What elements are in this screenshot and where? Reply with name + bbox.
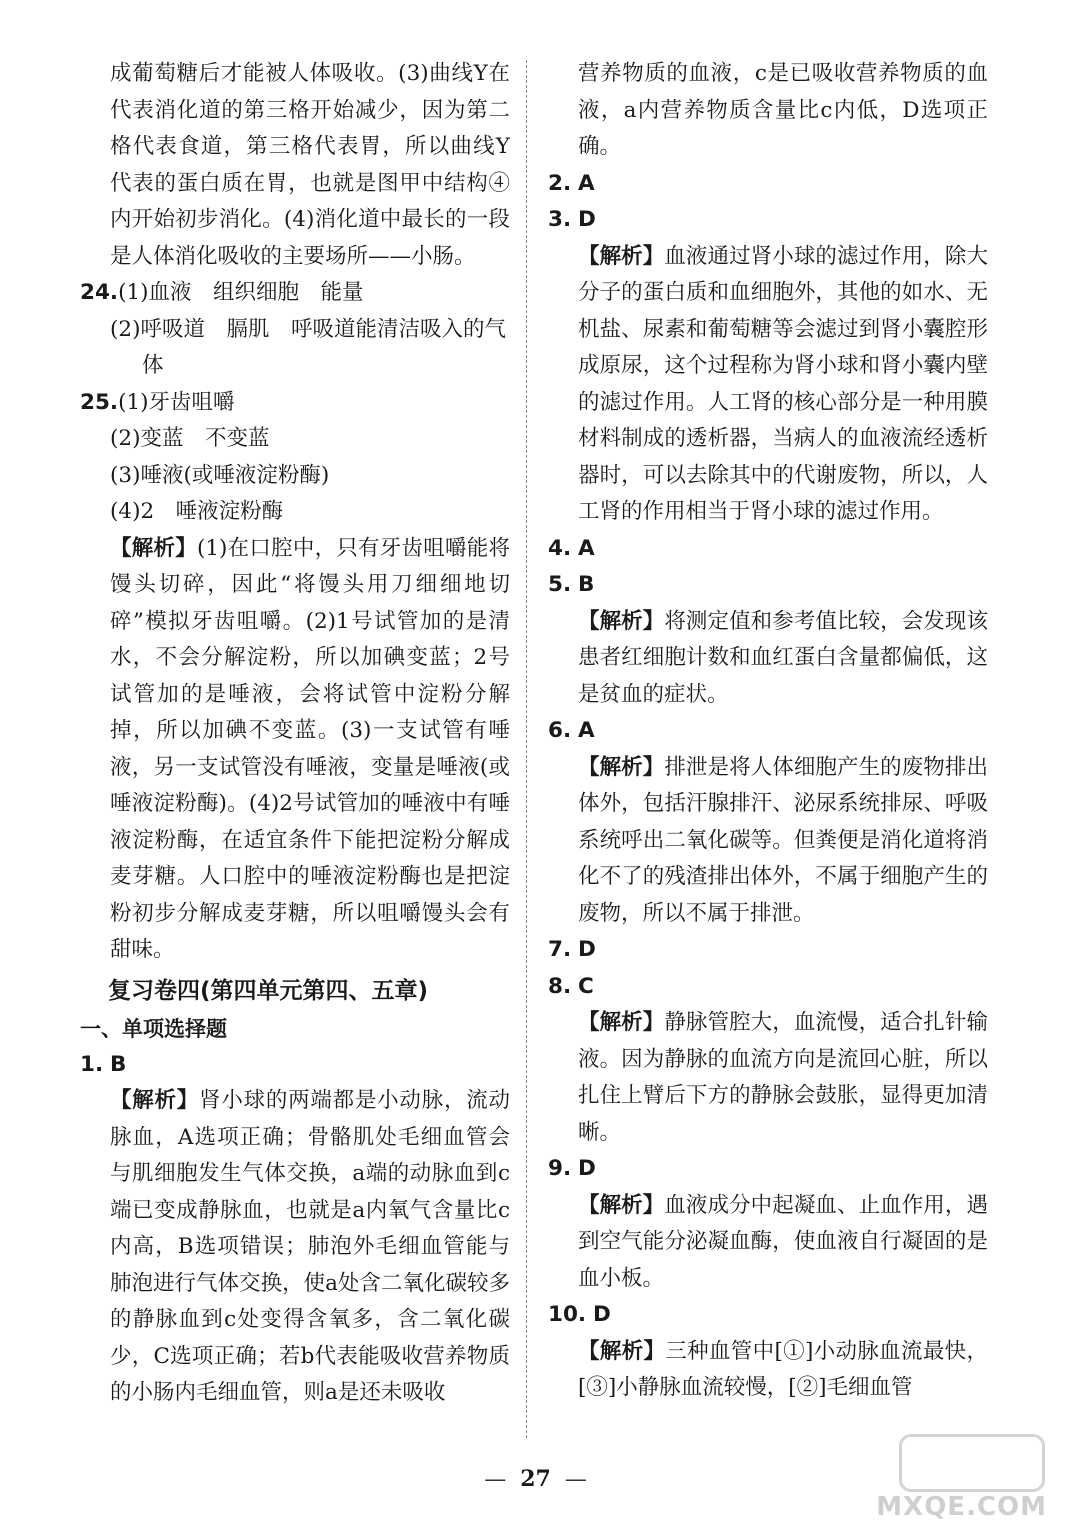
explanation-text: 静脉管腔大，血流慢，适合扎针输液。因为静脉的血流方向是流回心脏，所以扎住上臂后下方的静脉会鼓胀，显得更加清晰。 <box>578 1010 988 1145</box>
answer-3 <box>548 202 988 239</box>
page-number: 27 <box>520 1466 551 1492</box>
explanation-tag: 【解析】 <box>110 535 197 561</box>
explanation-text: 将测定值和参考值比较，会发现该患者红细胞计数和血红蛋白含量都偏低，这是贫血的症状。 <box>578 608 988 707</box>
answer-part: (1)血液 组织细胞 能量 <box>118 280 364 305</box>
answer-letter: A <box>577 170 595 196</box>
explanation-text: 三种血管中[①]小动脉血流最快，[③]小静脉血流较慢，[②]毛细血管 <box>578 1338 988 1400</box>
answer-letter: A <box>577 718 595 743</box>
explanation-text: (1)在口腔中，只有牙齿咀嚼能将馒头切碎，因此“将馒头用刀细细地切碎”模拟牙齿咀嚼。(2)1号试管加的是清水，不会分解淀粉，所以加碘变蓝；2号试管加的是唾液，会将试管中淀粉分解掉，所以加碘不变蓝。(3)一支试管有唾液，另一支试管没有唾液，变量是唾液(或唾液淀粉酶)。(4)2号试管加的唾液中有唾液淀粉酶，在适宜条件下能把淀粉分解成麦芽糖。人口腔中的唾液淀粉酶也是把淀粉初步分解成麦芽糖，所以咀嚼馒头会有甜味。 <box>110 535 510 962</box>
explanation-text: 血液成分中起凝血、止血作用，遇到空气能分泌凝血酶，使血液自行凝固的是血小板。 <box>578 1192 988 1291</box>
paragraph-continued: 成葡萄糖后才能被人体吸收。(3)曲线Y在代表消化道的第三格开始减少，因为第二格代表食道，第三格代表胃，所以曲线Y代表的蛋白质在胃，也就是图甲中结构④内开始初步消化。(4)消化道中最长的一段是人体消化吸收的主要场所——小肠。 <box>110 61 510 269</box>
explanation-text: 排泄是将人体细胞产生的废物排出体外，包括汗腺排汗、泌尿系统排尿、呼吸系统呼出二氧化碳等。但粪便是消化道将消化不了的残渣排出体外，不属于细胞产生的废物，所以不属于排泄。 <box>578 754 988 926</box>
explanation-1 <box>80 1083 510 1412</box>
answer-4 <box>548 531 988 568</box>
explanation-3 <box>548 239 988 531</box>
answer-part: (1)牙齿咀嚼 <box>118 389 235 415</box>
answer-letter: B <box>577 572 595 597</box>
answer-letter: A <box>577 535 595 561</box>
answer-5 <box>548 567 988 604</box>
footer-dash-right: — <box>564 1467 587 1492</box>
answer-1 <box>80 1047 510 1084</box>
explanation-tag: 【解析】 <box>578 1338 666 1364</box>
answer-25-part4: (4)2 唾液淀粉酶 <box>110 499 284 524</box>
explanation-25 <box>80 531 510 969</box>
question-number: 7. <box>548 937 572 962</box>
explanation-tag: 【解析】 <box>578 608 665 634</box>
explanation-text: 肾小球的两端都是小动脉，流动脉血，A选项正确；骨骼肌处毛细血管会与肌细胞发生气体交换，a端的动脉血到c端已变成静脉血，也就是a内氧气含量比c内高，B选项错误；肺泡外毛细血管能与肺泡进行气体交换，使a处含二氧化碳较多的静脉血到c处变得含氧多，含二氧化碳少，C选项正确；若b代表能吸收营养物质的小肠内毛细血管，则a是还未吸收 <box>110 1088 510 1405</box>
explanation-6 <box>548 750 988 933</box>
question-number: 9. <box>548 1156 572 1181</box>
answer-2 <box>548 166 988 203</box>
watermark-logo <box>876 1430 1055 1526</box>
answer-9 <box>548 1151 988 1188</box>
question-number: 24. <box>80 280 119 305</box>
section-heading: 一、单项选择题 <box>80 1016 227 1041</box>
answer-letter: D <box>592 1302 611 1327</box>
answer-6 <box>548 713 988 750</box>
answer-letter: D <box>577 937 596 962</box>
question-number: 3. <box>548 207 572 232</box>
question-number: 1. <box>80 1051 104 1077</box>
question-number: 25. <box>80 389 119 415</box>
explanation-tag: 【解析】 <box>578 1192 665 1218</box>
question-number: 4. <box>548 535 572 561</box>
right-column <box>548 56 988 1407</box>
question-number: 10. <box>548 1302 587 1327</box>
answer-25-part3: (3)唾液(或唾液淀粉酶) <box>110 462 330 488</box>
question-number: 8. <box>548 973 572 999</box>
question-number: 2. <box>548 170 572 196</box>
answer-7 <box>548 932 988 969</box>
explanation-tag: 【解析】 <box>578 243 665 269</box>
question-number: 5. <box>548 572 572 597</box>
column-divider <box>526 60 527 1438</box>
answer-25-part2: (2)变蓝 不变蓝 <box>110 426 270 451</box>
answer-25 <box>80 385 510 422</box>
answer-letter: B <box>109 1051 127 1077</box>
answer-8 <box>548 969 988 1006</box>
explanation-10 <box>548 1334 988 1407</box>
answer-letter: D <box>577 207 596 232</box>
answer-24-part2: (2)呼吸道 膈肌 呼吸道能清洁吸入的气体 <box>110 316 506 378</box>
explanation-5 <box>548 604 988 714</box>
answer-letter: C <box>577 973 594 999</box>
answer-letter: D <box>577 1156 596 1181</box>
left-column <box>80 56 510 1412</box>
question-number: 6. <box>548 718 572 743</box>
answer-10 <box>548 1297 988 1334</box>
explanation-tag: 【解析】 <box>578 754 665 780</box>
explanation-8 <box>548 1005 988 1151</box>
answer-24 <box>80 275 510 312</box>
paragraph-continued: 营养物质的血液，c是已吸收营养物质的血液，a内营养物质含量比c内低，D选项正确。 <box>578 61 988 159</box>
footer-dash-left: — <box>484 1467 507 1492</box>
review-paper-title: 复习卷四(第四单元第四、五章) <box>108 977 429 1004</box>
explanation-9 <box>548 1188 988 1298</box>
explanation-text: 血液通过肾小球的滤过作用，除大分子的蛋白质和血细胞外，其他的如水、无机盐、尿素和葡萄糖等会滤过到肾小囊腔形成原尿，这个过程称为肾小球和肾小囊内壁的滤过作用。人工肾的核心部分是一种用膜材料制成的透析器，当病人的血液流经透析器时，可以去除其中的代谢废物，所以，人工肾的作用相当于肾小球的滤过作用。 <box>578 243 988 524</box>
explanation-tag: 【解析】 <box>110 1088 200 1113</box>
watermark-badge-icon <box>899 1434 1045 1492</box>
explanation-tag: 【解析】 <box>578 1010 665 1035</box>
watermark-text: MXQE.COM <box>876 1492 1047 1522</box>
